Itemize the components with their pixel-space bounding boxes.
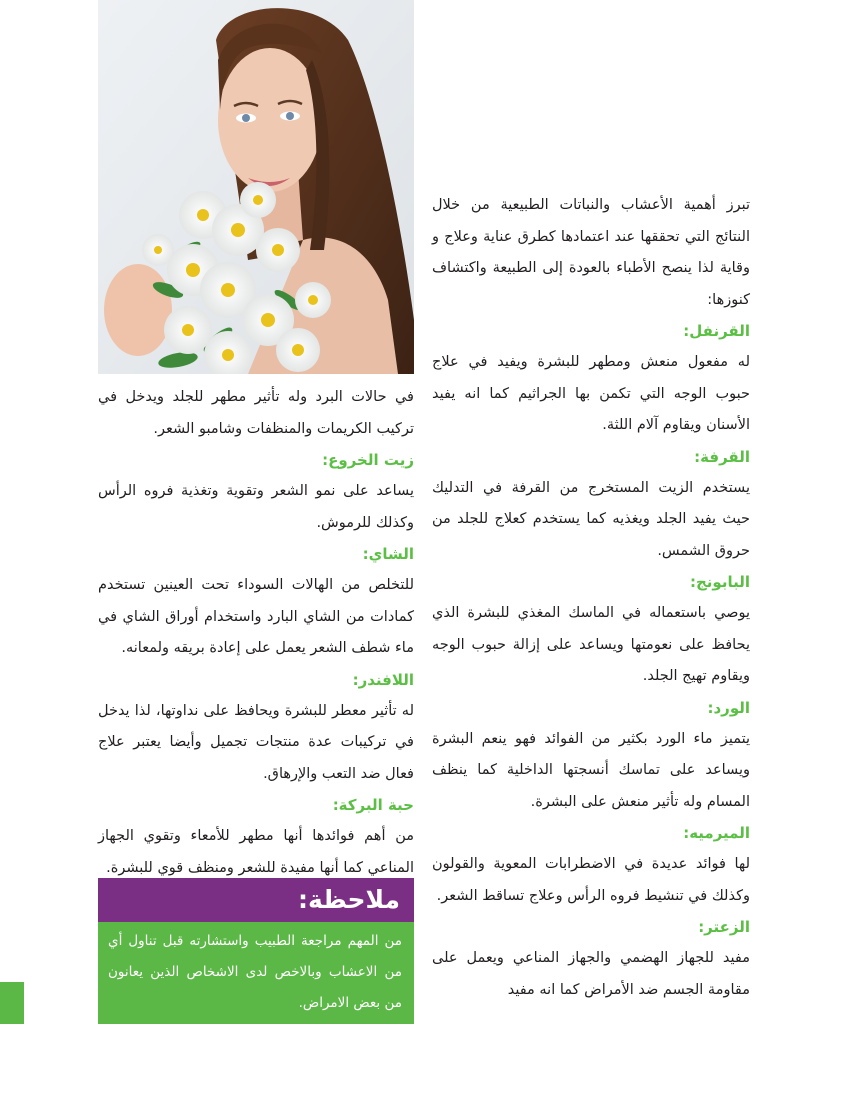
heading-chamomile: البابونج: [689,573,750,591]
heading-cinnamon: القرفة: [694,447,750,466]
page-edge-tab [0,982,24,1024]
heading-sage: الميرميه: [683,824,750,842]
paragraph-chamomile: يوصي باستعماله في الماسك المغذي للبشرة الذي يحافظ على نعومتها ويساعد على إزالة حبوب الوجه ويقاوم تهيج الجلد. [432,605,750,684]
note-text: من المهم مراجعة الطبيب واستشارته قبل تناول أي من الاعشاب وبالاخص لدى الاشخاص الذين يعانون من بعض الامراض. [98,922,414,1024]
heading-black-seed: حبة البركة: [332,796,414,814]
paragraph-rose: يتميز ماء الورد بكثير من الفوائد فهو ينعم البشرة ويساعد على تماسك أنسجتها الداخلية كما ينظف المسام وله تأثير منعش على البشرة. [432,730,750,810]
continuation-paragraph: في حالات البرد وله تأثير مطهر للجلد ويدخل في تركيب الكريمات والمنظفات وشامبو الشعر. [98,389,414,437]
heading-lavender: اللافندر: [352,670,414,689]
note-box [98,878,414,1024]
paragraph-cinnamon: يستخدم الزيت المستخرج من القرفة في التدليك حيث يفيد الجلد ويغذيه كما يستخدم كعلاج للجلد من حروق الشمس. [432,479,750,559]
left-column [98,382,414,884]
intro-paragraph: تبرز أهمية الأعشاب والنباتات الطبيعية من خلال النتائج التي تحققها عند اعتمادها كطرق عناية وعلاج و وقاية لذا ينصح الأطباء بالعودة إلى الطبيعة واكتشاف كنوزها: [432,197,750,308]
woman-with-flowers-photo [98,0,414,374]
paragraph-castor-oil: يساعد على نمو الشعر وتقوية وتغذية فروه الرأس وكذلك للرموش. [98,483,414,531]
heading-castor-oil: زيت الخروع: [322,451,414,469]
paragraph-lavender: له تأثير معطر للبشرة ويحافظ على نداوتها، لذا يدخل في تركيبات عدة منتجات تجميل وأيضا يعتبر علاج فعال ضد التعب والإرهاق. [98,702,414,782]
heading-tea: الشاي: [362,545,414,563]
note-title: ملاحظة: [98,878,414,922]
paragraph-sage: لها فوائد عديدة في الاضطرابات المعوية والقولون وكذلك في تنشيط فروه الرأس وعلاج تساقط الشعر. [432,856,750,904]
paragraph-black-seed: من أهم فوائدها أنها مطهر للأمعاء وتقوي الجهاز المناعي كما أنها مفيدة للشعر ومنظف قوي للبشرة. [98,828,414,876]
paragraph-tea: للتخلص من الهالات السوداء تحت العينين تستخدم كمادات من الشاي البارد واستخدام أوراق الشاي في ماء شطف الشعر يعمل على إعادة بريقه ولمعانه. [98,577,414,656]
heading-rose: الورد: [707,698,750,717]
right-column [432,190,750,1006]
paragraph-thyme: مفيد للجهاز الهضمي والجهاز المناعي ويعمل على مقاومة الجسم ضد الأمراض كما انه مفيد [432,950,750,998]
paragraph-clove: له مفعول منعش ومطهر للبشرة ويفيد في علاج حبوب الوجه التي تكمن بها الجراثيم كما انه يفيد الأسنان ويقاوم آلام اللثة. [432,354,750,433]
photo-illustration [98,0,414,374]
heading-clove: القرنفل: [683,322,750,340]
heading-thyme: الزعتر: [698,918,750,936]
